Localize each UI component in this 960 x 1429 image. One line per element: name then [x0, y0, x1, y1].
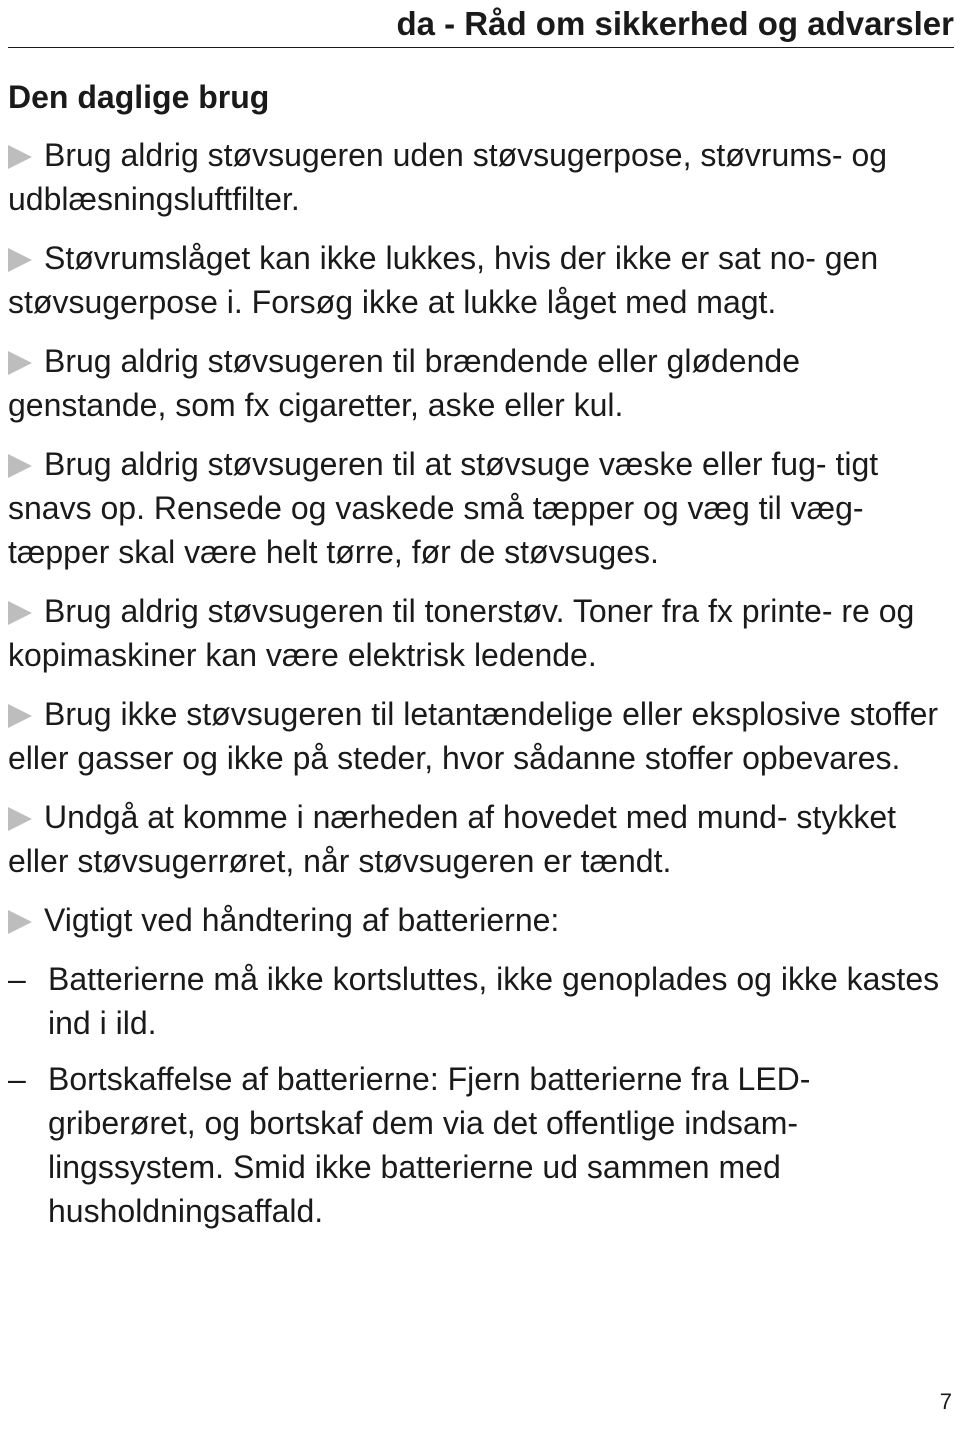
warning-text: Vigtigt ved håndtering af batterierne:: [44, 902, 560, 938]
warning-item: [8, 442, 953, 574]
warning-item: [8, 236, 953, 324]
warning-item: [8, 589, 953, 677]
warning-text: Brug aldrig støvsugeren til at støvsuge væske eller fug- tigt snavs op. Rensede og vaskede små tæpper og væg til væg-tæpper skal være helt tørre, før de støvsuges.: [8, 446, 879, 570]
warning-item: [8, 795, 953, 883]
warning-text: Brug ikke støvsugeren til letantændelige eller eksplosive stoffer eller gasser og ikke på steder, hvor sådanne stoffer opbevares.: [8, 696, 939, 776]
arrow-icon: [8, 704, 32, 728]
arrow-icon: [8, 351, 32, 375]
warning-text: Brug aldrig støvsugeren til tonerstøv. Toner fra fx printe- re og kopimaskiner kan være elektrisk ledende.: [8, 593, 915, 673]
warning-item: [8, 692, 953, 780]
arrow-icon: [8, 601, 32, 625]
battery-subitem: [8, 1057, 953, 1233]
subitem-text: Bortskaffelse af batterierne: Fjern batterierne fra LED- griberøret, og bortskaf dem via det offentlige indsam- lingssystem. Smid ikke batterierne ud sammen med husholdningsaffald.: [48, 1061, 811, 1229]
section-heading: Den daglige brug: [8, 79, 270, 115]
page-header-title: da - Råd om sikkerhed og advarsler: [396, 5, 954, 42]
arrow-icon: [8, 145, 32, 169]
warning-text: Undgå at komme i nærheden af hovedet med mund- stykket eller støvsugerrøret, når støvsugeren er tændt.: [8, 799, 896, 879]
header-divider: [8, 47, 954, 48]
page-number: 7: [939, 1389, 952, 1414]
dash-marker: –: [8, 1061, 26, 1097]
warning-item: [8, 339, 953, 427]
arrow-icon: [8, 454, 32, 478]
battery-subitem: [8, 957, 953, 1045]
warning-text: Støvrumslåget kan ikke lukkes, hvis der ikke er sat no- gen støvsugerpose i. Forsøg ikke at lukke låget med magt.: [8, 240, 879, 320]
warning-item: [8, 133, 953, 221]
warning-item: [8, 898, 953, 942]
arrow-icon: [8, 910, 32, 934]
warning-text: Brug aldrig støvsugeren uden støvsugerpose, støvrums- og udblæsningsluftfilter.: [8, 137, 888, 217]
arrow-icon: [8, 807, 32, 831]
content-body: [8, 133, 953, 1245]
arrow-icon: [8, 248, 32, 272]
dash-marker: –: [8, 961, 26, 997]
warning-text: Brug aldrig støvsugeren til brændende eller glødende genstande, som fx cigaretter, aske eller kul.: [8, 343, 800, 423]
subitem-text: Batterierne må ikke kortsluttes, ikke genoplades og ikke kastes ind i ild.: [48, 961, 940, 1041]
